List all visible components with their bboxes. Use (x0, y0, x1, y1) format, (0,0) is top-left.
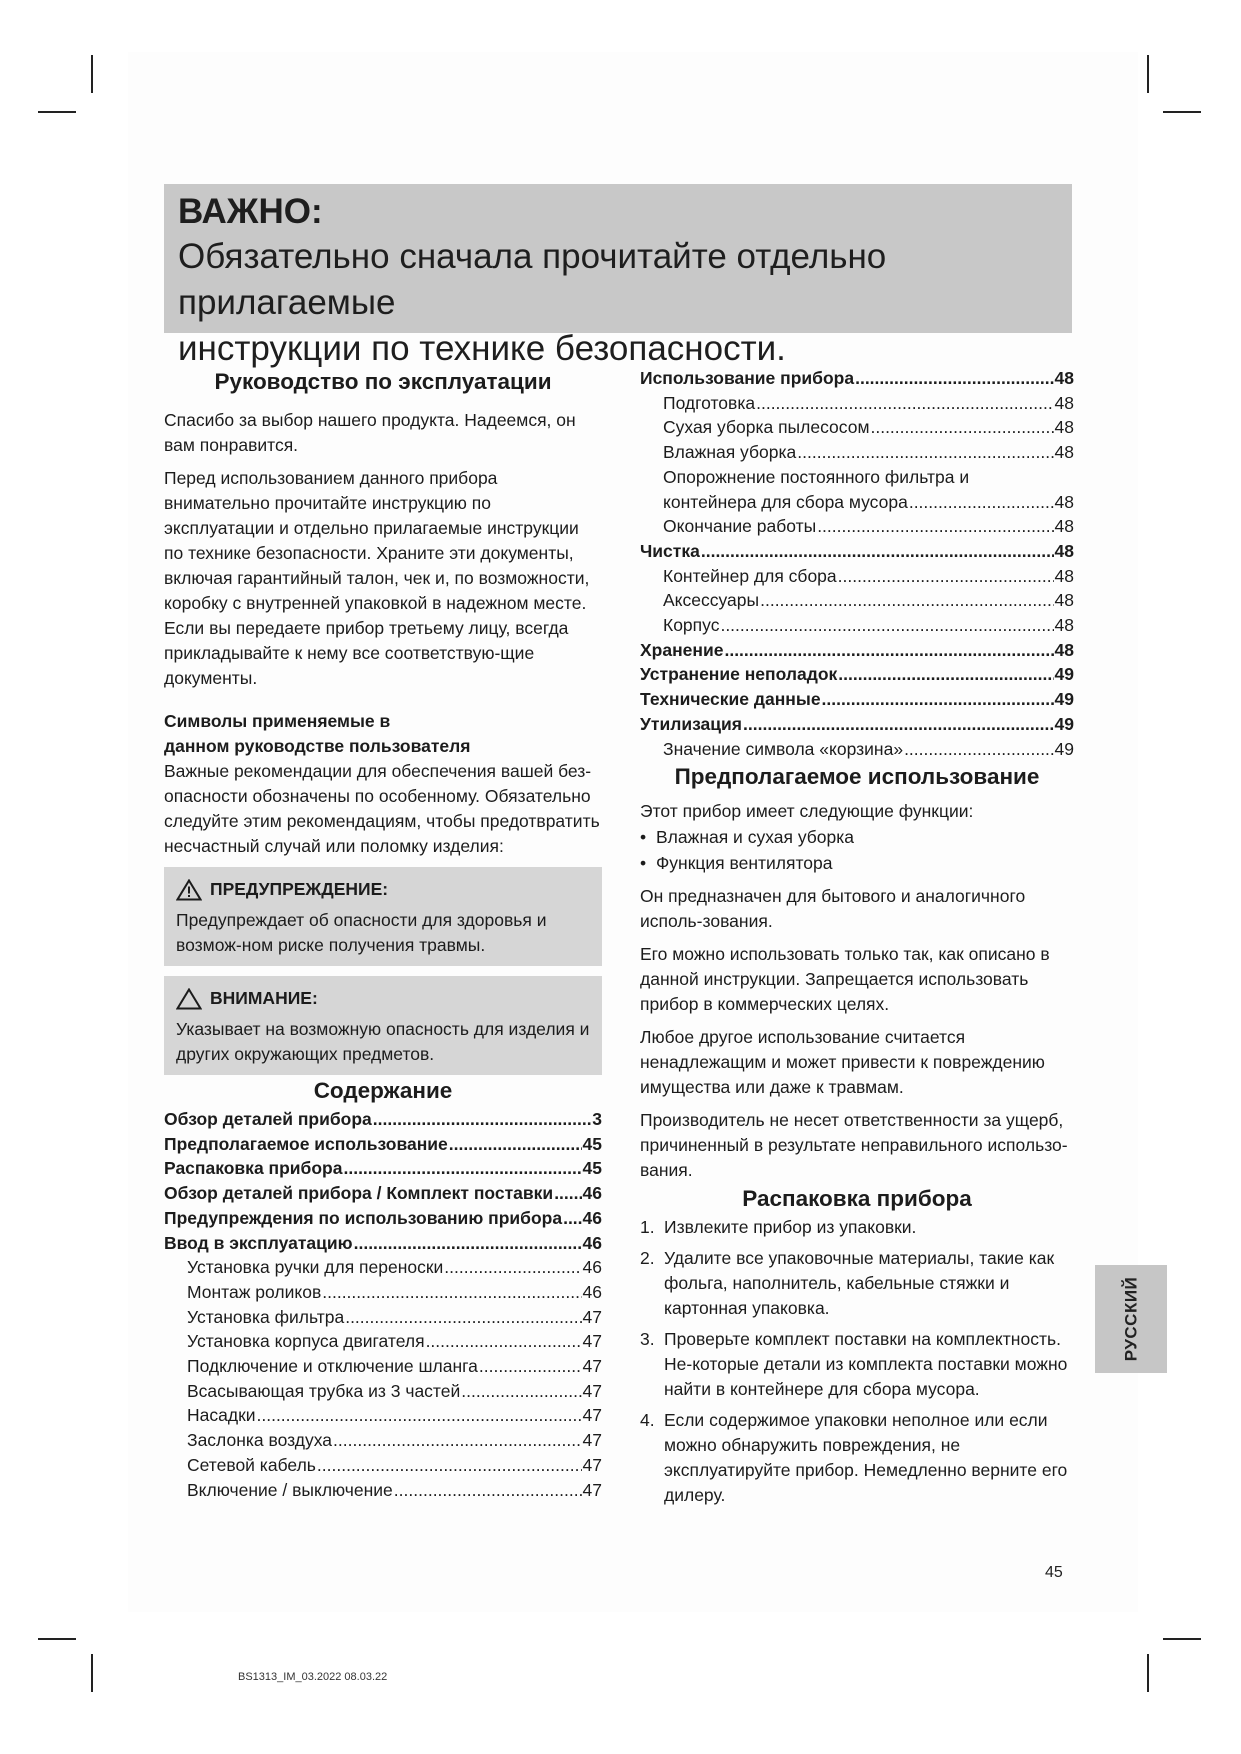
toc-label: Устранение неполадок (640, 664, 838, 685)
toc-page: 45 (582, 1158, 602, 1179)
toc-label: Установка фильтра (187, 1306, 345, 1327)
step-item (640, 1408, 1074, 1508)
toc-label: Обзор деталей прибора (164, 1109, 372, 1129)
toc-page: 49 (1054, 713, 1074, 734)
toc-leader (909, 490, 1054, 515)
toc-leader (554, 1181, 581, 1206)
toc-label: Окончание работы (663, 516, 817, 537)
toc-label: Монтаж роликов (187, 1281, 322, 1302)
function-item: • Влажная и сухая уборка (640, 824, 1074, 850)
toc-page: 48 (1054, 639, 1074, 660)
toc-page: 47 (582, 1380, 602, 1401)
language-tab-label: РУССКИЙ (1121, 1276, 1140, 1362)
toc-label: Распаковка прибора (164, 1158, 343, 1179)
banner-line: инструкции по технике безопасности. (178, 329, 786, 368)
contents-list-left (164, 1107, 602, 1502)
toc-page: 47 (582, 1405, 602, 1426)
step-number: 4. (640, 1410, 655, 1431)
function-list (640, 824, 1074, 876)
toc-leader (838, 662, 1053, 687)
toc-label: Обзор деталей прибора / Комплект поставки (164, 1183, 554, 1204)
toc-leader (743, 712, 1054, 737)
toc-page: 48 (1054, 392, 1074, 413)
warning-header (176, 877, 590, 902)
contents-list-right (640, 366, 1074, 761)
toc-entry (640, 415, 1074, 440)
toc-label: Использование прибора (640, 368, 855, 388)
toc-entry (164, 1107, 602, 1132)
crop-mark (38, 111, 76, 113)
toc-leader (343, 1156, 581, 1181)
toc-page: 48 (1054, 615, 1074, 636)
toc-leader (461, 1379, 581, 1404)
left-column (164, 366, 602, 1502)
toc-label: Предупреждения по использованию прибора (164, 1207, 563, 1228)
toc-page: 48 (1054, 368, 1074, 388)
toc-label: Утилизация (640, 713, 743, 734)
symbols-heading (164, 709, 602, 759)
caution-triangle-icon (176, 988, 202, 1010)
step-number: 3. (640, 1329, 655, 1350)
toc-entry (164, 1231, 602, 1256)
toc-entry (164, 1280, 602, 1305)
toc-entry (164, 1156, 602, 1181)
toc-entry (640, 588, 1074, 613)
crop-mark (1163, 111, 1201, 113)
manual-paragraph: Перед использованием данного прибора внимательно прочитайте инструкцию по эксплуатации и отдельно прилагаемые инструкции по технике безопасности. Храните эти документы, включая гарантийный талон, чек и, по возможности, коробку с внутренней упаковкой в надежном месте. Если вы передаете прибор третьему лицу, всегда прикладывайте к нему все соответствую-щие документы. (164, 468, 590, 688)
step-number: 1. (640, 1217, 655, 1238)
toc-page: 46 (582, 1183, 602, 1204)
crop-mark (1147, 1654, 1149, 1692)
intended-intro: Этот прибор имеет следующие функции: (640, 801, 974, 822)
toc-label: Заслонка воздуха (187, 1430, 333, 1451)
toc-entry (640, 514, 1074, 539)
right-column (640, 366, 1074, 1508)
toc-leader (317, 1453, 582, 1478)
toc-leader (345, 1305, 581, 1330)
crop-mark (38, 1638, 76, 1640)
intended-use-heading: Предполагаемое использование (674, 764, 1040, 790)
toc-entry (164, 1305, 602, 1330)
crop-mark (1163, 1638, 1201, 1640)
language-tab (1095, 1265, 1167, 1373)
toc-page: 46 (582, 1281, 602, 1302)
toc-leader (822, 687, 1054, 712)
caution-text: Указывает на возможную опасность для изделия и других окружающих предметов. (176, 1019, 590, 1064)
toc-label: Хранение (640, 639, 724, 660)
crop-mark (91, 55, 93, 93)
toc-page: 47 (582, 1306, 602, 1327)
toc-page: 48 (1054, 417, 1074, 438)
toc-entry (164, 1206, 602, 1231)
symbols-heading-line: Символы применяемые в (164, 711, 391, 731)
toc-entry (640, 564, 1074, 589)
unpacking-steps (640, 1215, 1074, 1508)
toc-page: 47 (582, 1479, 602, 1500)
toc-leader (563, 1206, 581, 1231)
toc-leader (870, 415, 1053, 440)
toc-page: 48 (1054, 565, 1074, 586)
step-item (640, 1327, 1074, 1402)
toc-leader (855, 366, 1053, 391)
toc-leader (817, 514, 1053, 539)
toc-entry (640, 539, 1074, 564)
step-item (640, 1246, 1074, 1321)
toc-label: Предполагаемое использование (164, 1133, 448, 1154)
toc-label: Включение / выключение (187, 1479, 393, 1500)
contents-heading: Содержание (313, 1078, 453, 1103)
toc-label: Ввод в эксплуатацию (164, 1232, 353, 1253)
toc-leader (373, 1107, 591, 1132)
toc-entry (640, 687, 1074, 712)
symbols-text: Важные рекомендации для обеспечения вашей без-опасности обозначены по особенному. Обязательно следуйте этим рекомендациям, чтобы предотвратить несчастный случай или поломку изделия: (164, 761, 600, 856)
toc-entry (640, 737, 1074, 762)
toc-leader (449, 1132, 582, 1157)
step-text: Удалите все упаковочные материалы, такие как фольга, наполнитель, кабельные стяжки и картонная упаковка. (664, 1248, 1055, 1319)
toc-entry (164, 1255, 602, 1280)
toc-page: 46 (582, 1232, 602, 1253)
toc-entry (640, 638, 1074, 663)
toc-leader (904, 737, 1053, 762)
toc-page: 48 (1054, 442, 1074, 463)
toc-page: 3 (592, 1109, 602, 1129)
toc-page: 47 (582, 1356, 602, 1377)
toc-label: Насадки (187, 1405, 256, 1426)
toc-label: Аксессуары (663, 590, 760, 611)
toc-page: 49 (1054, 664, 1074, 685)
toc-entry (640, 391, 1074, 416)
function-item: • Функция вентилятора (640, 850, 1074, 876)
toc-entry (640, 662, 1074, 687)
toc-label: Сетевой кабель (187, 1454, 316, 1475)
manual-intro: Спасибо за выбор нашего продукта. Надеемся, он вам понравится. (164, 410, 576, 455)
toc-entry (164, 1379, 602, 1404)
toc-entry (640, 465, 1074, 490)
unpacking-heading: Распаковка прибора (742, 1186, 972, 1212)
toc-page: 49 (1054, 689, 1074, 710)
toc-entry (640, 366, 1074, 391)
toc-entry (640, 712, 1074, 737)
toc-entry (640, 613, 1074, 638)
toc-label: Влажная уборка (663, 442, 797, 463)
toc-entry (164, 1428, 602, 1453)
toc-page: 48 (1054, 516, 1074, 537)
toc-page: 45 (582, 1133, 602, 1154)
toc-leader (760, 588, 1053, 613)
toc-entry (164, 1453, 602, 1478)
important-banner (164, 184, 1072, 368)
toc-leader (333, 1428, 582, 1453)
manual-heading: Руководство по эксплуатации (214, 369, 552, 394)
toc-leader (756, 391, 1053, 416)
toc-leader (257, 1403, 582, 1428)
toc-label: Установка корпуса двигателя (187, 1331, 425, 1352)
toc-page: 48 (1054, 590, 1074, 611)
warning-triangle-icon (176, 879, 202, 901)
toc-page: 49 (1054, 738, 1074, 759)
toc-label: Технические данные (640, 689, 821, 710)
toc-entry (640, 490, 1074, 515)
toc-page: 48 (1054, 491, 1074, 512)
toc-leader (720, 613, 1053, 638)
toc-label: Подключение и отключение шланга (187, 1356, 478, 1377)
toc-label: Установка ручки для переноски (187, 1257, 444, 1278)
warning-title: ПРЕДУПРЕЖДЕНИЕ: (210, 879, 389, 899)
toc-leader (444, 1255, 581, 1280)
warning-box (164, 867, 602, 966)
toc-label: Подготовка (663, 392, 756, 413)
toc-label: Значение символа «корзина» (663, 738, 904, 759)
intended-paragraph: Его можно использовать только так, как описано в данной инструкции. Запрещается использовать прибор в коммерческих целях. (640, 944, 1050, 1015)
symbols-heading-line: данном руководстве пользователя (164, 736, 471, 756)
footer-code: BS1313_IM_03.2022 08.03.22 (238, 1671, 388, 1683)
toc-page: 46 (582, 1207, 602, 1228)
toc-leader (797, 440, 1053, 465)
step-text: Извлеките прибор из упаковки. (664, 1217, 917, 1238)
toc-entry (164, 1181, 602, 1206)
toc-entry (164, 1132, 602, 1157)
toc-label: Корпус (663, 615, 720, 636)
toc-page: 46 (582, 1257, 602, 1278)
toc-leader (724, 638, 1053, 663)
toc-page: 47 (582, 1331, 602, 1352)
toc-entry (164, 1403, 602, 1428)
toc-entry (164, 1478, 602, 1503)
step-text: Проверьте комплект поставки на комплектность. Не-которые детали из комплекта поставки можно найти в контейнере для сбора мусора. (664, 1329, 1068, 1400)
toc-page: 48 (1054, 540, 1074, 561)
caution-header (176, 986, 590, 1011)
banner-line: Обязательно сначала прочитайте отдельно прилагаемые (178, 237, 887, 322)
toc-leader (394, 1478, 582, 1503)
warning-text: Предупреждает об опасности для здоровья и возмож-ном риске получения травмы. (176, 910, 547, 955)
toc-page: 47 (582, 1454, 602, 1475)
intended-paragraph: Он предназначен для бытового и аналогичного исполь-зования. (640, 886, 1026, 932)
step-item (640, 1215, 1074, 1240)
toc-entry (640, 440, 1074, 465)
toc-label: Опорожнение постоянного фильтра и (663, 466, 970, 487)
toc-leader (354, 1231, 582, 1256)
caution-title: ВНИМАНИЕ: (210, 988, 318, 1008)
toc-leader (322, 1280, 581, 1305)
crop-mark (1147, 55, 1149, 93)
step-text: Если содержимое упаковки неполное или если можно обнаружить повреждения, не эксплуатируйте прибор. Немедленно верните его дилеру. (664, 1410, 1068, 1506)
banner-title: ВАЖНО: (178, 192, 323, 231)
intended-paragraph: Любое другое использование считается ненадлежащим и может привести к повреждению имущества или даже к травмам. (640, 1027, 1045, 1098)
toc-label: Контейнер для сбора (663, 565, 837, 586)
toc-leader (426, 1329, 582, 1354)
toc-entry (164, 1354, 602, 1379)
toc-leader (838, 564, 1054, 589)
step-number: 2. (640, 1248, 655, 1269)
intended-paragraph: Производитель не несет ответственности за ущерб, причиненный в результате неправильного использо-вания. (640, 1110, 1068, 1181)
toc-leader (479, 1354, 582, 1379)
toc-entry (164, 1329, 602, 1354)
toc-label: Чистка (640, 540, 700, 561)
page-number: 45 (1045, 1564, 1063, 1581)
crop-mark (91, 1654, 93, 1692)
caution-box (164, 976, 602, 1075)
toc-leader (701, 539, 1054, 564)
toc-page: 47 (582, 1430, 602, 1451)
toc-label: Сухая уборка пылесосом (663, 417, 870, 438)
toc-label: Всасывающая трубка из 3 частей (187, 1380, 461, 1401)
toc-label: контейнера для сбора мусора (663, 491, 908, 512)
